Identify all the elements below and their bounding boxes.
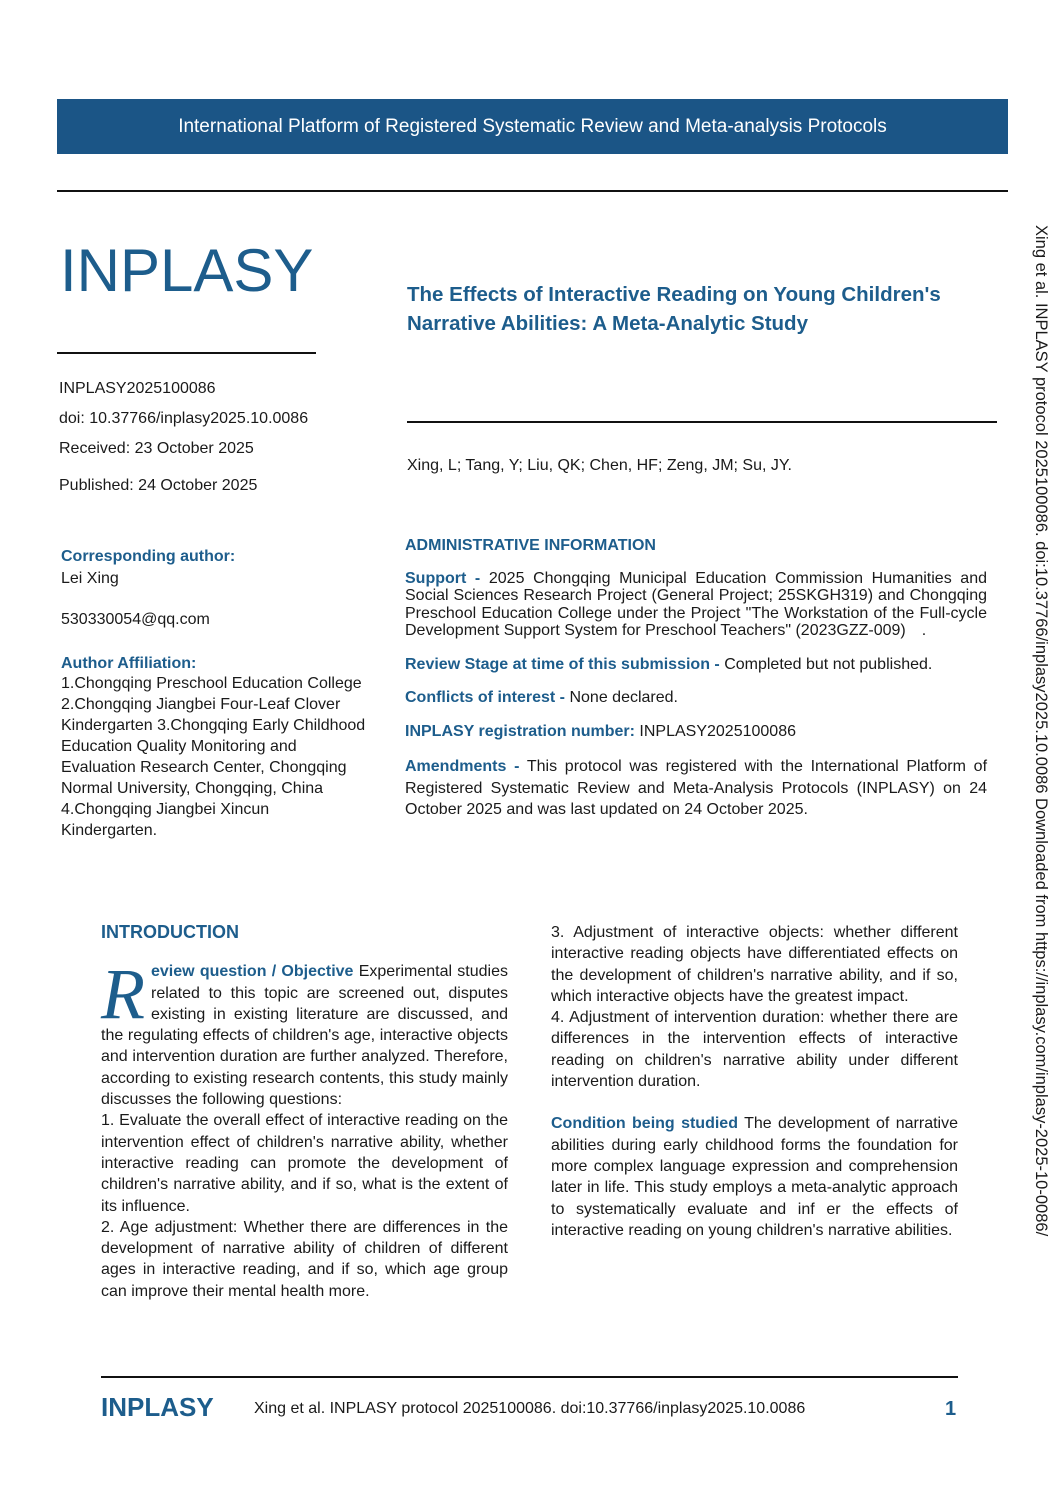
- question-3: 3. Adjustment of interactive objects: whether different interactive reading objects have differentiated effects on the development of children's narrative ability, and if so, which interactive objects have the greatest impact.: [551, 924, 958, 1005]
- corresponding-email[interactable]: 530330054@qq.com: [61, 611, 210, 628]
- introduction-column-right: [551, 922, 958, 1241]
- amendments-label: Amendments -: [405, 758, 520, 775]
- footer-citation: Xing et al. INPLASY protocol 2025100086. doi:10.37766/inplasy2025.10.0086: [254, 1400, 806, 1417]
- footer-brand: INPLASY: [101, 1392, 214, 1422]
- side-citation: Xing et al. INPLASY protocol 2025100086. doi:10.37766/inplasy2025.10.0086 Downloaded from https://inplasy.com/inplasy-2025-10-0086/: [1032, 225, 1050, 1237]
- author-list: Xing, L; Tang, Y; Liu, QK; Chen, HF; Zeng, JM; Su, JY.: [407, 457, 792, 474]
- paper-title: The Effects of Interactive Reading on Young Children's Narrative Abilities: A Meta-Analytic Study: [407, 283, 941, 335]
- affiliation-label: Author Affiliation:: [61, 655, 197, 672]
- published-date: Published: 24 October 2025: [59, 477, 258, 494]
- doi-link[interactable]: doi: 10.37766/inplasy2025.10.0086: [59, 410, 309, 427]
- condition-label: Condition being studied: [551, 1115, 738, 1133]
- corresponding-author: [61, 548, 371, 630]
- review-question: [101, 954, 508, 1110]
- question-2: 2. Age adjustment: Whether there are differences in the development of narrative ability of children of different ages in interactive reading, and if so, which age group can improve their mental health more.: [101, 1218, 508, 1300]
- review-question-label: eview question / Objective: [150, 963, 354, 981]
- registration-number-label: INPLASY registration number:: [405, 722, 635, 740]
- introduction-heading: INTRODUCTION: [101, 922, 239, 942]
- conflicts-section: [405, 689, 987, 707]
- admin-heading: ADMINISTRATIVE INFORMATION: [405, 537, 656, 554]
- review-stage-section: [405, 656, 987, 674]
- amendments-text: This protocol was registered with the International Platform of Registered Systematic Review and Meta-Analysis Protocols (INPLASY) on 24 October 2025 and was last updated on 24 October 2025.: [405, 758, 988, 818]
- footer-divider: [101, 1376, 958, 1378]
- support-section: [405, 570, 987, 640]
- received-date: Received: 23 October 2025: [59, 440, 254, 457]
- amendments-section: [405, 756, 987, 821]
- affiliation-text: 1.Chongqing Preschool Education College 2.Chongqing Jiangbei Four-Leaf Clover Kindergarten 3.Chongqing Early Childhood Education Quality Monitoring and Evaluation Research Center, Chongqing Normal University, Chongqing, China 4.Chongqing Jiangbei Xincun Kindergarten.: [61, 675, 366, 839]
- corresponding-name: Lei Xing: [61, 570, 119, 587]
- support-text: 2025 Chongqing Municipal Education Commission Humanities and Social Sciences Research Project (General Project; 25SKGH319) and Chongqing Preschool Education College under the Project "The Workstation of the Full-cycle Development Support System for Preschool Teachers" (2023GZZ-009) .: [405, 569, 988, 639]
- registration-id: INPLASY2025100086: [59, 380, 216, 397]
- drop-cap: R: [101, 954, 145, 1035]
- question-1: 1. Evaluate the overall effect of interactive reading on the intervention effect of children's narrative ability, whether interactive reading can promote the development of children's narrative ability, and if so, what is the extent of its influence.: [101, 1112, 508, 1215]
- review-stage-label: Review Stage at time of this submission -: [405, 655, 720, 673]
- author-affiliation: [61, 655, 371, 841]
- condition-text: The development of narrative abilities during early childhood forms the foundation for more complex language expression and comprehension later in life. This study employs a meta-analytic approach to systematically evaluate and inf er the effects of interactive reading on young children's narrative abilities.: [551, 1115, 958, 1239]
- title-divider: [407, 421, 997, 423]
- registration-number-section: [405, 723, 987, 741]
- header-banner: International Platform of Registered Systematic Review and Meta-analysis Protocols: [57, 99, 1008, 154]
- question-4: 4. Adjustment of intervention duration: whether there are differences in the intervention effects of interactive reading on children's narrative ability under different intervention duration.: [551, 1009, 958, 1091]
- brand-divider: [57, 352, 316, 354]
- condition-studied: [551, 1113, 958, 1241]
- corresponding-label: Corresponding author:: [61, 548, 236, 565]
- brand-logo: INPLASY: [60, 237, 314, 304]
- conflicts-label: Conflicts of interest -: [405, 689, 566, 706]
- support-label: Support -: [405, 569, 481, 587]
- page-number: 1: [945, 1398, 957, 1420]
- introduction-column: [101, 922, 508, 1302]
- administrative-information: [405, 537, 987, 821]
- review-stage-text: Completed but not published.: [724, 655, 933, 673]
- registration-number-text: INPLASY2025100086: [639, 722, 796, 740]
- top-divider: [57, 190, 1008, 192]
- conflicts-text: None declared.: [569, 689, 678, 706]
- review-question-text: Experimental studies related to this topic are screened out, disputes existing in existing literature are discussed, and the regulating effects of children's age, interactive objects and intervention duration are further analyzed. Therefore, according to existing research contents, this study mainly discusses the following questions:: [101, 963, 508, 1109]
